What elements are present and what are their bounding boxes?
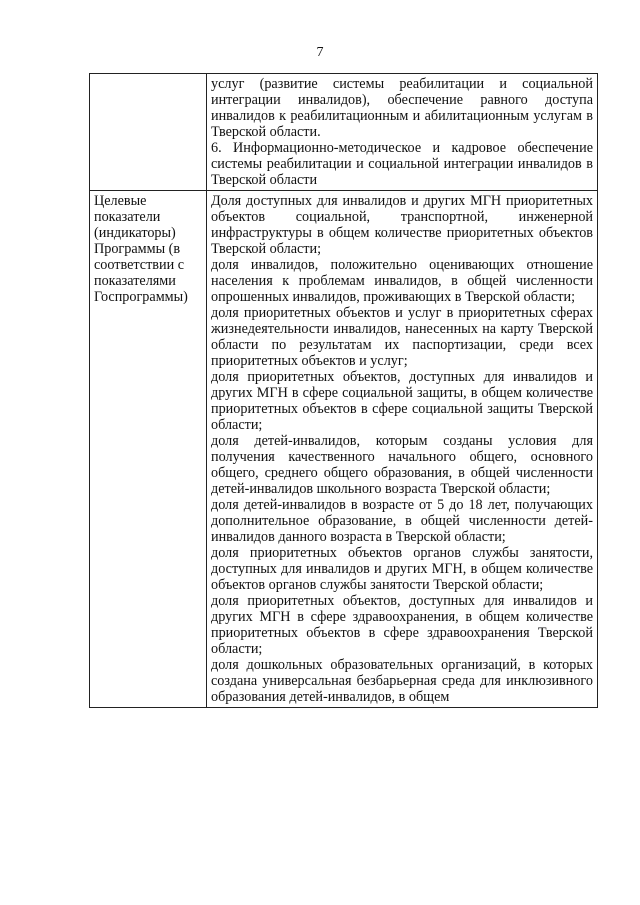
paragraph: доля приоритетных объектов органов службы занятости, доступных для инвалидов и других МГН, в общем количестве объектов органов службы занятости Тверской области;: [211, 545, 593, 593]
paragraph: доля дошкольных образовательных организаций, в которых создана универсальная безбарьерная среда для инклюзивного образования детей-инвалидов, в общем: [211, 657, 593, 705]
paragraph: доля детей-инвалидов, которым созданы условия для получения качественного начального общего, основного общего, среднего общего образования, в общей численности детей-инвалидов школьного возраста Тверской области;: [211, 433, 593, 497]
target-indicators-label: Целевые показатели (индикаторы) Программы (в соответствии с показателями Госпрограммы): [94, 193, 188, 305]
paragraph: Доля доступных для инвалидов и других МГН приоритетных объектов социальной, транспортной, инженерной инфраструктуры в общем количестве приоритетных объектов Тверской области;: [211, 193, 593, 257]
paragraph: доля приоритетных объектов и услуг в приоритетных сферах жизнедеятельности инвалидов, нанесенных на карту Тверской области по результатам их паспортизации, среди всех приоритетных объектов и услуг;: [211, 305, 593, 369]
page-number: 7: [316, 45, 324, 60]
row-content-cell: [207, 74, 598, 191]
row-label-cell: [90, 74, 207, 191]
paragraph: доля приоритетных объектов, доступных для инвалидов и других МГН в сфере социальной защиты, в общем количестве приоритетных объектов в сфере социальной защиты Тверской области;: [211, 369, 593, 433]
row-label-cell: [90, 191, 207, 708]
program-passport-table: [89, 73, 598, 708]
row-content-cell: [207, 191, 598, 708]
paragraph: услуг (развитие системы реабилитации и социальной интеграции инвалидов), обеспечение равного доступа инвалидов к реабилитационным и абилитационным услугам в Тверской области.: [211, 76, 593, 140]
table-row: [90, 191, 598, 708]
table-row: [90, 74, 598, 191]
paragraph: доля детей-инвалидов в возрасте от 5 до 18 лет, получающих дополнительное образование, в общей численности детей-инвалидов данного возраста в Тверской области;: [211, 497, 593, 545]
paragraph: доля инвалидов, положительно оценивающих отношение населения к проблемам инвалидов, в общей численности опрошенных инвалидов, проживающих в Тверской области;: [211, 257, 593, 305]
paragraph: доля приоритетных объектов, доступных для инвалидов и других МГН в сфере здравоохранения, в общем количестве приоритетных объектов в сфере здравоохранения Тверской области;: [211, 593, 593, 657]
paragraph: 6. Информационно-методическое и кадровое обеспечение системы реабилитации и социальной интеграции инвалидов в Тверской области: [211, 140, 593, 188]
